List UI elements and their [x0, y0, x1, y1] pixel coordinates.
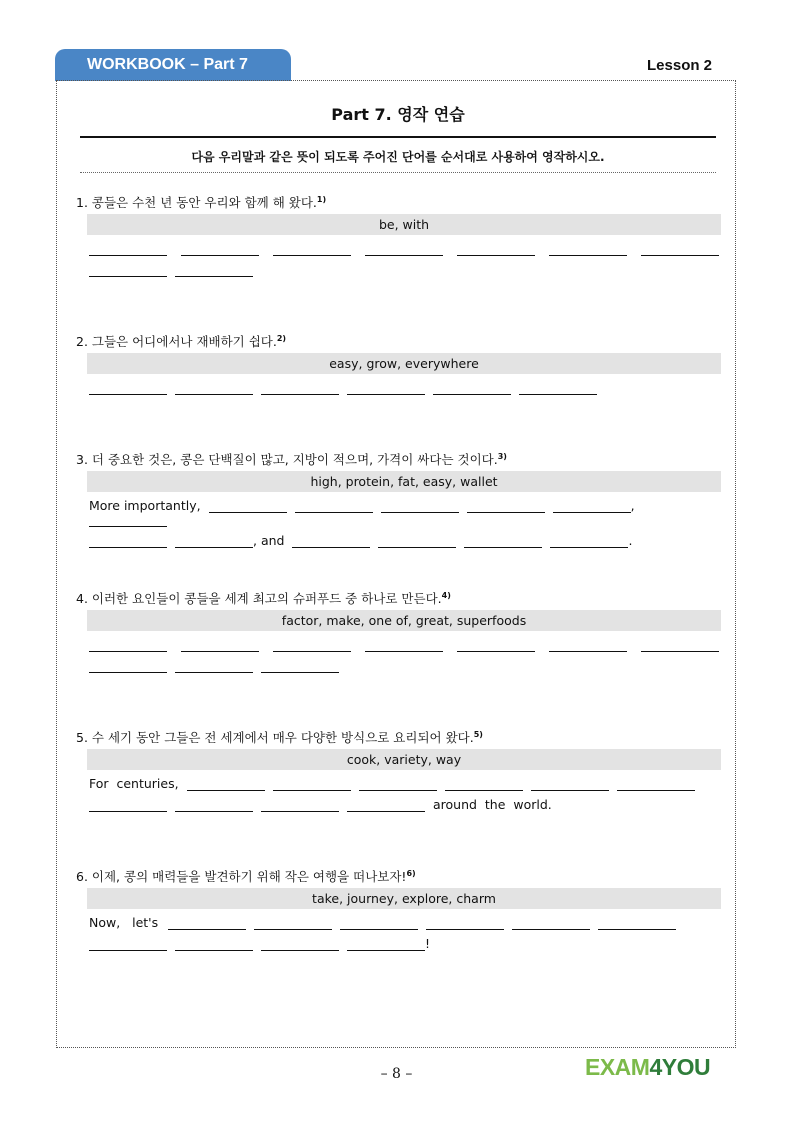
- answer-blank[interactable]: [292, 534, 370, 548]
- footnote-mark: 3): [497, 452, 507, 461]
- answer-blank[interactable]: [209, 499, 287, 513]
- answer-blank[interactable]: [467, 499, 545, 513]
- answer-blank[interactable]: [617, 777, 695, 791]
- answer-blank[interactable]: [89, 242, 167, 256]
- answer-row: [89, 798, 719, 812]
- answer-blank[interactable]: [359, 777, 437, 791]
- answer-blank[interactable]: [381, 499, 459, 513]
- answer-blank[interactable]: [175, 798, 253, 812]
- question-1: [76, 190, 736, 277]
- answer-blank[interactable]: [295, 499, 373, 513]
- answer-blank[interactable]: [433, 381, 511, 395]
- answer-blank[interactable]: [598, 916, 676, 930]
- word-hint: take, journey, explore, charm: [87, 888, 721, 909]
- question-6: [76, 864, 736, 951]
- question-2: [76, 329, 736, 395]
- instruction: 다음 우리말과 같은 뜻이 되도록 주어진 단어를 순서대로 사용하여 영작하시오.: [191, 150, 605, 164]
- answer-blank[interactable]: [261, 798, 339, 812]
- question-text: 6. 이제, 콩의 매력들을 발견하기 위해 작은 여행을 떠나보자!$^{6)}$: [76, 869, 416, 885]
- answer-blank[interactable]: [89, 381, 167, 395]
- answer-blank[interactable]: [347, 798, 425, 812]
- title-divider: [80, 136, 716, 138]
- answer-blank[interactable]: [261, 937, 339, 951]
- answer-blank[interactable]: [553, 499, 631, 513]
- answer-blank[interactable]: [261, 381, 339, 395]
- answer-blank[interactable]: [89, 937, 167, 951]
- tab-label: WORKBOOK – Part 7: [87, 56, 248, 73]
- footnote-mark: 5): [473, 730, 483, 739]
- answer-blank[interactable]: [175, 659, 253, 673]
- answer-blank[interactable]: [254, 916, 332, 930]
- answer-blank[interactable]: [641, 242, 719, 256]
- sentence-prefix: More importantly,: [89, 498, 201, 513]
- answer-blank[interactable]: [457, 638, 535, 652]
- page-title: Part 7. 영작 연습: [331, 105, 465, 124]
- answer-blank[interactable]: [426, 916, 504, 930]
- question-text: 1. 콩들은 수천 년 동안 우리와 함께 해 왔다.$^{1)}$: [76, 195, 327, 211]
- answer-blank[interactable]: [181, 638, 259, 652]
- answer-row: [89, 916, 719, 930]
- sentence-prefix: Now, let's: [89, 915, 159, 930]
- answer-row: [89, 263, 719, 277]
- answer-blank[interactable]: [519, 381, 597, 395]
- answer-blank[interactable]: [641, 638, 719, 652]
- answer-row: [89, 534, 719, 548]
- exclamation: !: [425, 936, 431, 951]
- answer-row: [89, 638, 719, 652]
- answer-row: [89, 381, 719, 395]
- instruction-divider: [80, 172, 716, 173]
- answer-blank[interactable]: [550, 534, 628, 548]
- answer-row: [89, 777, 719, 791]
- answer-blank[interactable]: [89, 798, 167, 812]
- answer-row: [89, 242, 719, 256]
- page-number: – 8 –: [380, 1066, 413, 1082]
- answer-blank[interactable]: [378, 534, 456, 548]
- footnote-mark: 1): [316, 195, 327, 204]
- answer-blank[interactable]: [181, 242, 259, 256]
- answer-blank[interactable]: [89, 659, 167, 673]
- question-text: 5. 수 세기 동안 그들은 전 세계에서 매우 다양한 방식으로 요리되어 왔다.$^{5)}$: [76, 730, 483, 746]
- question-text: 2. 그들은 어디에서나 재배하기 쉽다.$^{2)}$: [76, 334, 287, 350]
- answer-blank[interactable]: [347, 381, 425, 395]
- answer-blank[interactable]: [273, 242, 351, 256]
- question-5: [76, 725, 736, 812]
- question-4: [76, 586, 736, 673]
- workbook-tab: [55, 49, 291, 81]
- answer-blank[interactable]: [365, 638, 443, 652]
- answer-blank[interactable]: [187, 777, 265, 791]
- period: .: [628, 533, 633, 548]
- comma: ,: [630, 498, 635, 513]
- answer-row: [89, 937, 719, 951]
- answer-row: [89, 499, 719, 527]
- question-3: [76, 447, 736, 548]
- word-hint: factor, make, one of, great, superfoods: [87, 610, 721, 631]
- question-text: 4. 이러한 요인들이 콩들을 세계 최고의 슈퍼푸드 중 하나로 만든다.$^{4)}$: [76, 591, 451, 607]
- answer-blank[interactable]: [175, 534, 253, 548]
- answer-blank[interactable]: [549, 638, 627, 652]
- answer-blank[interactable]: [273, 638, 351, 652]
- answer-blank[interactable]: [89, 638, 167, 652]
- word-hint: easy, grow, everywhere: [87, 353, 721, 374]
- answer-blank[interactable]: [175, 381, 253, 395]
- footnote-mark: 6): [406, 869, 416, 878]
- word-hint: be, with: [87, 214, 721, 235]
- word-hint: cook, variety, way: [87, 749, 721, 770]
- question-text: 3. 더 중요한 것은, 콩은 단백질이 많고, 지방이 적으며, 가격이 싸다는 것이다.$^{3)}$: [76, 452, 507, 468]
- footnote-mark: 4): [441, 591, 451, 600]
- answer-blank[interactable]: [175, 263, 253, 277]
- sentence-connector: , and: [253, 533, 285, 548]
- sentence-prefix: For centuries,: [89, 776, 179, 791]
- answer-blank[interactable]: [549, 242, 627, 256]
- answer-blank[interactable]: [464, 534, 542, 548]
- answer-blank[interactable]: [445, 777, 523, 791]
- answer-blank[interactable]: [89, 534, 167, 548]
- sentence-suffix: around the world.: [433, 797, 552, 812]
- answer-blank[interactable]: [365, 242, 443, 256]
- answer-blank[interactable]: [168, 916, 246, 930]
- answer-blank[interactable]: [175, 937, 253, 951]
- answer-blank[interactable]: [340, 916, 418, 930]
- answer-blank[interactable]: [89, 263, 167, 277]
- lesson-label: Lesson 2: [647, 57, 713, 74]
- footnote-mark: 2): [276, 334, 287, 343]
- answer-blank[interactable]: [89, 513, 167, 527]
- answer-blank[interactable]: [512, 916, 590, 930]
- word-hint: high, protein, fat, easy, wallet: [87, 471, 721, 492]
- answer-blank[interactable]: [457, 242, 535, 256]
- exam4you-logo: EXAM4YOU: [585, 1054, 711, 1080]
- answer-blank[interactable]: [273, 777, 351, 791]
- answer-blank[interactable]: [261, 659, 339, 673]
- answer-blank[interactable]: [531, 777, 609, 791]
- answer-blank[interactable]: [347, 937, 425, 951]
- answer-row: [89, 659, 719, 673]
